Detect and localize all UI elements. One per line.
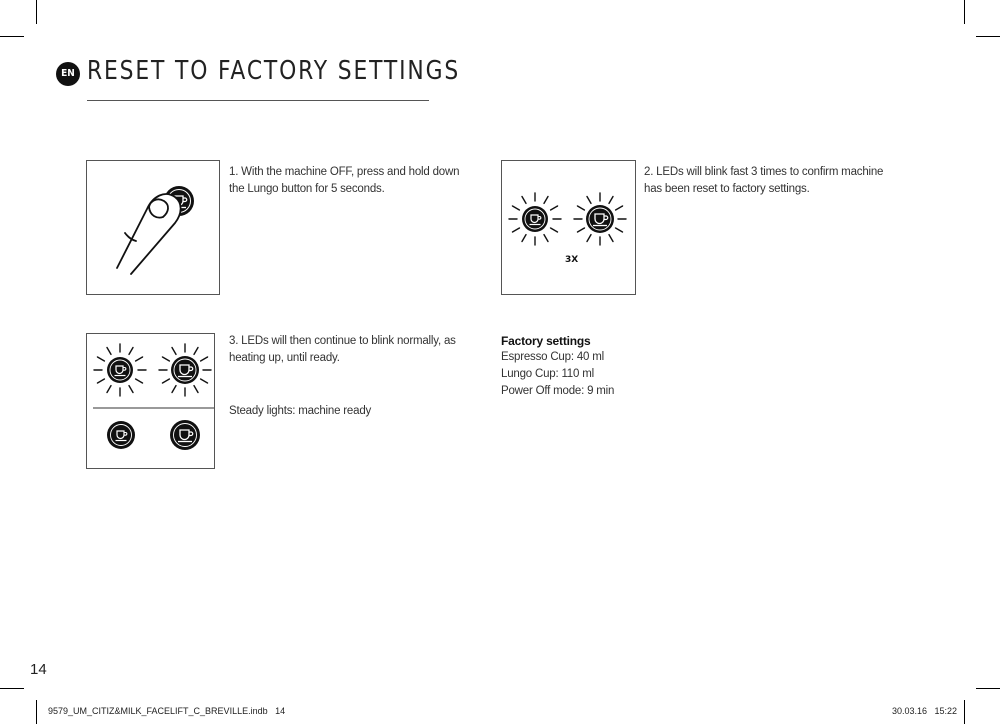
factory-settings-title: Factory settings	[501, 334, 591, 348]
footer-file-info: 9579_UM_CITIZ&MILK_FACELIFT_C_BREVILLE.indb 14	[48, 706, 286, 716]
crop-mark	[964, 0, 965, 24]
finger-press-icon	[117, 194, 181, 274]
page-title: RESET TO FACTORY SETTINGS	[87, 56, 461, 86]
steady-lights-text: Steady lights: machine ready	[229, 405, 372, 417]
crop-mark	[36, 700, 37, 724]
step-1-illustration	[86, 160, 220, 295]
espresso-button-icon	[94, 344, 146, 396]
blink-count-label: 3X	[565, 255, 579, 265]
page-number: 14	[30, 661, 47, 678]
crop-mark	[964, 700, 965, 724]
step-2-text: 2. LEDs will blink fast 3 times to confirm machine has been reset to factory settings.	[644, 166, 884, 195]
language-badge: EN	[56, 62, 80, 86]
factory-setting-line: Lungo Cup: 110 ml	[501, 368, 594, 380]
lungo-button-icon	[159, 344, 211, 396]
step-3-text: 3. LEDs will then continue to blink normally, as heating up, until ready.	[229, 335, 456, 364]
lungo-button-icon	[170, 420, 200, 450]
crop-mark	[0, 36, 24, 37]
espresso-button-icon	[509, 193, 561, 245]
footer-date: 30.03.16 15:22	[892, 706, 958, 716]
espresso-button-icon	[107, 421, 135, 449]
step-1-text: 1. With the machine OFF, press and hold down the Lungo button for 5 seconds.	[229, 166, 460, 195]
step-2-illustration	[501, 160, 636, 295]
crop-mark	[976, 36, 1000, 37]
crop-mark	[36, 0, 37, 24]
title-underline	[87, 100, 429, 101]
crop-mark	[976, 688, 1000, 689]
factory-setting-line: Power Off mode: 9 min	[501, 385, 615, 397]
crop-mark	[0, 688, 24, 689]
factory-setting-line: Espresso Cup: 40 ml	[501, 351, 604, 363]
lungo-button-icon	[574, 193, 626, 245]
step-3-illustration	[86, 333, 215, 469]
